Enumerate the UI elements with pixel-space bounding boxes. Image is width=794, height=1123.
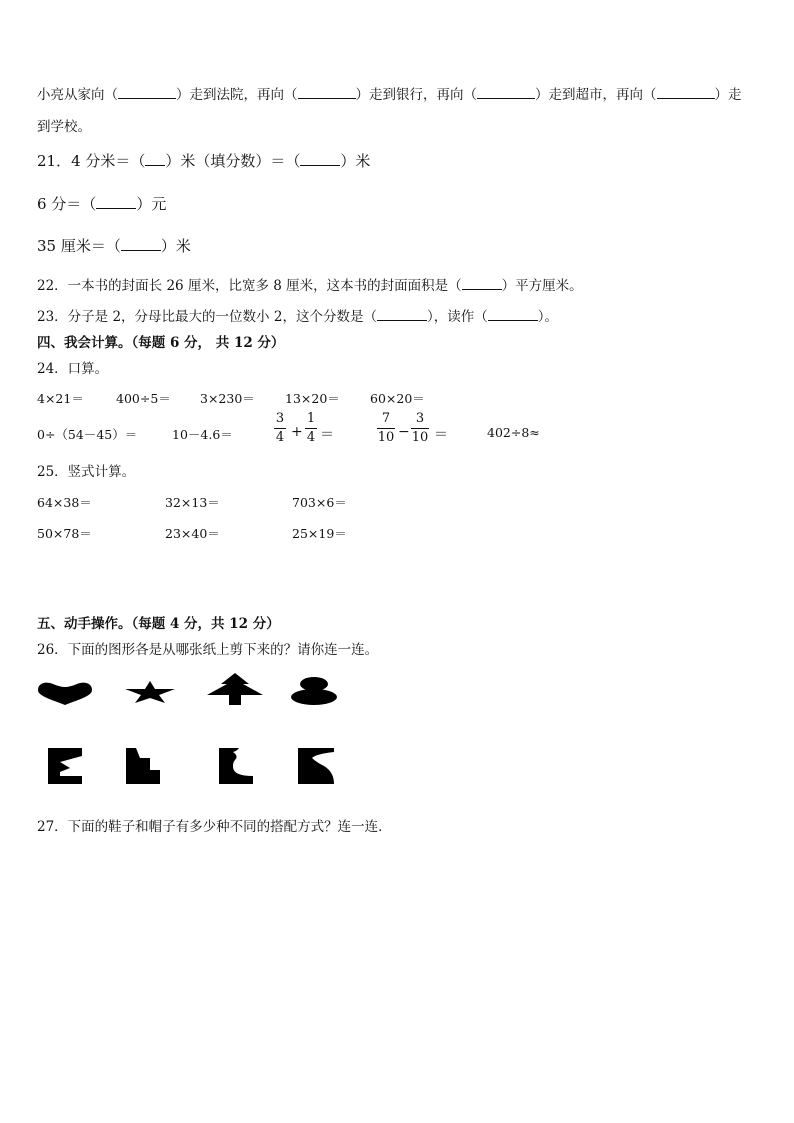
mushroom-shape-icon[interactable] bbox=[291, 677, 337, 705]
numerator: 1 bbox=[306, 411, 316, 426]
equals-sign: ＝ bbox=[434, 427, 448, 443]
fraction bbox=[377, 412, 395, 445]
fraction bbox=[274, 412, 286, 445]
q27-title: 27．下面的鞋子和帽子有多少种不同的搭配方式？连一连． bbox=[37, 819, 392, 835]
answer-blank[interactable] bbox=[477, 86, 535, 99]
q23-line: 23．分子是 2，分母比最大的一位数小 2，这个分数是（ ），读作（ ）。 bbox=[37, 309, 558, 325]
answer-blank[interactable] bbox=[462, 277, 502, 290]
denominator: 10 bbox=[411, 430, 429, 445]
fraction-bar bbox=[377, 428, 395, 429]
q24-item: 400÷5＝ bbox=[116, 391, 171, 406]
numerator: 3 bbox=[415, 411, 425, 426]
plus-sign: + bbox=[291, 424, 303, 440]
q20-line: 小亮从家向（ ）走到法院，再向（ ）走到银行，再向（ ）走到超市，再向（ ）走 bbox=[37, 87, 742, 103]
answer-blank[interactable] bbox=[145, 153, 165, 166]
q24-title: 24．口算。 bbox=[37, 361, 109, 377]
minus-sign: − bbox=[398, 424, 410, 440]
answer-blank[interactable] bbox=[488, 308, 538, 321]
answer-blank[interactable] bbox=[300, 153, 340, 166]
paper-piece-icon[interactable] bbox=[48, 748, 84, 784]
paper-piece-icon[interactable] bbox=[219, 748, 255, 784]
q21-line-c: 35 厘米＝（ ）米 bbox=[37, 237, 191, 255]
fraction-bar bbox=[274, 428, 286, 429]
equals-sign: ＝ bbox=[320, 427, 334, 443]
q20-continuation: 到学校。 bbox=[37, 119, 91, 135]
fraction-bar bbox=[411, 428, 429, 429]
paper-piece-icon[interactable] bbox=[298, 748, 334, 784]
q22-line: 22．一本书的封面长 26 厘米，比宽多 8 厘米，这本书的封面面积是（ ）平方厘米。 bbox=[37, 278, 583, 294]
denominator: 10 bbox=[377, 430, 395, 445]
q26-title: 26．下面的图形各是从哪张纸上剪下来的？请你连一连。 bbox=[37, 642, 379, 658]
q24-item: 402÷8≈ bbox=[487, 425, 540, 440]
q24-item: 3×230＝ bbox=[200, 391, 255, 406]
section-heading-5: 五、动手操作。（每题 4 分，共 12 分） bbox=[37, 616, 280, 632]
answer-blank[interactable] bbox=[657, 86, 715, 99]
q25-item: 25×19＝ bbox=[292, 526, 347, 541]
paper-piece-icon[interactable] bbox=[126, 748, 162, 784]
fraction-bar bbox=[305, 428, 317, 429]
section-heading-4: 四、我会计算。（每题 6 分， 共 12 分） bbox=[37, 335, 285, 351]
q21-line-a: 21．4 分米＝（ ）米（填分数）＝（ ）米 bbox=[37, 152, 371, 170]
answer-blank[interactable] bbox=[118, 86, 176, 99]
q24-item: 13×20＝ bbox=[285, 391, 340, 406]
star-shape-icon[interactable] bbox=[125, 681, 175, 703]
answer-blank[interactable] bbox=[298, 86, 356, 99]
denominator: 4 bbox=[275, 430, 285, 445]
q24-item: 60×20＝ bbox=[370, 391, 425, 406]
tree-shape-icon[interactable] bbox=[207, 673, 263, 705]
q25-item: 64×38＝ bbox=[37, 495, 92, 510]
q25-item: 32×13＝ bbox=[165, 495, 220, 510]
answer-blank[interactable] bbox=[121, 238, 161, 251]
fraction bbox=[411, 412, 429, 445]
q24-item: 4×21＝ bbox=[37, 391, 84, 406]
q24-item: 10－4.6＝ bbox=[172, 427, 233, 442]
q25-item: 703×6＝ bbox=[292, 495, 347, 510]
answer-blank[interactable] bbox=[96, 196, 136, 209]
numerator: 7 bbox=[381, 411, 391, 426]
q25-item: 23×40＝ bbox=[165, 526, 220, 541]
denominator: 4 bbox=[306, 430, 316, 445]
q25-title: 25．竖式计算。 bbox=[37, 464, 136, 480]
q21-line-b: 6 分＝（ ）元 bbox=[37, 195, 167, 213]
heart-shape-icon[interactable] bbox=[38, 681, 92, 705]
fraction bbox=[305, 412, 317, 445]
numerator: 3 bbox=[275, 411, 285, 426]
q25-item: 50×78＝ bbox=[37, 526, 92, 541]
q24-item: 0÷（54－45）＝ bbox=[37, 427, 138, 442]
answer-blank[interactable] bbox=[377, 308, 427, 321]
